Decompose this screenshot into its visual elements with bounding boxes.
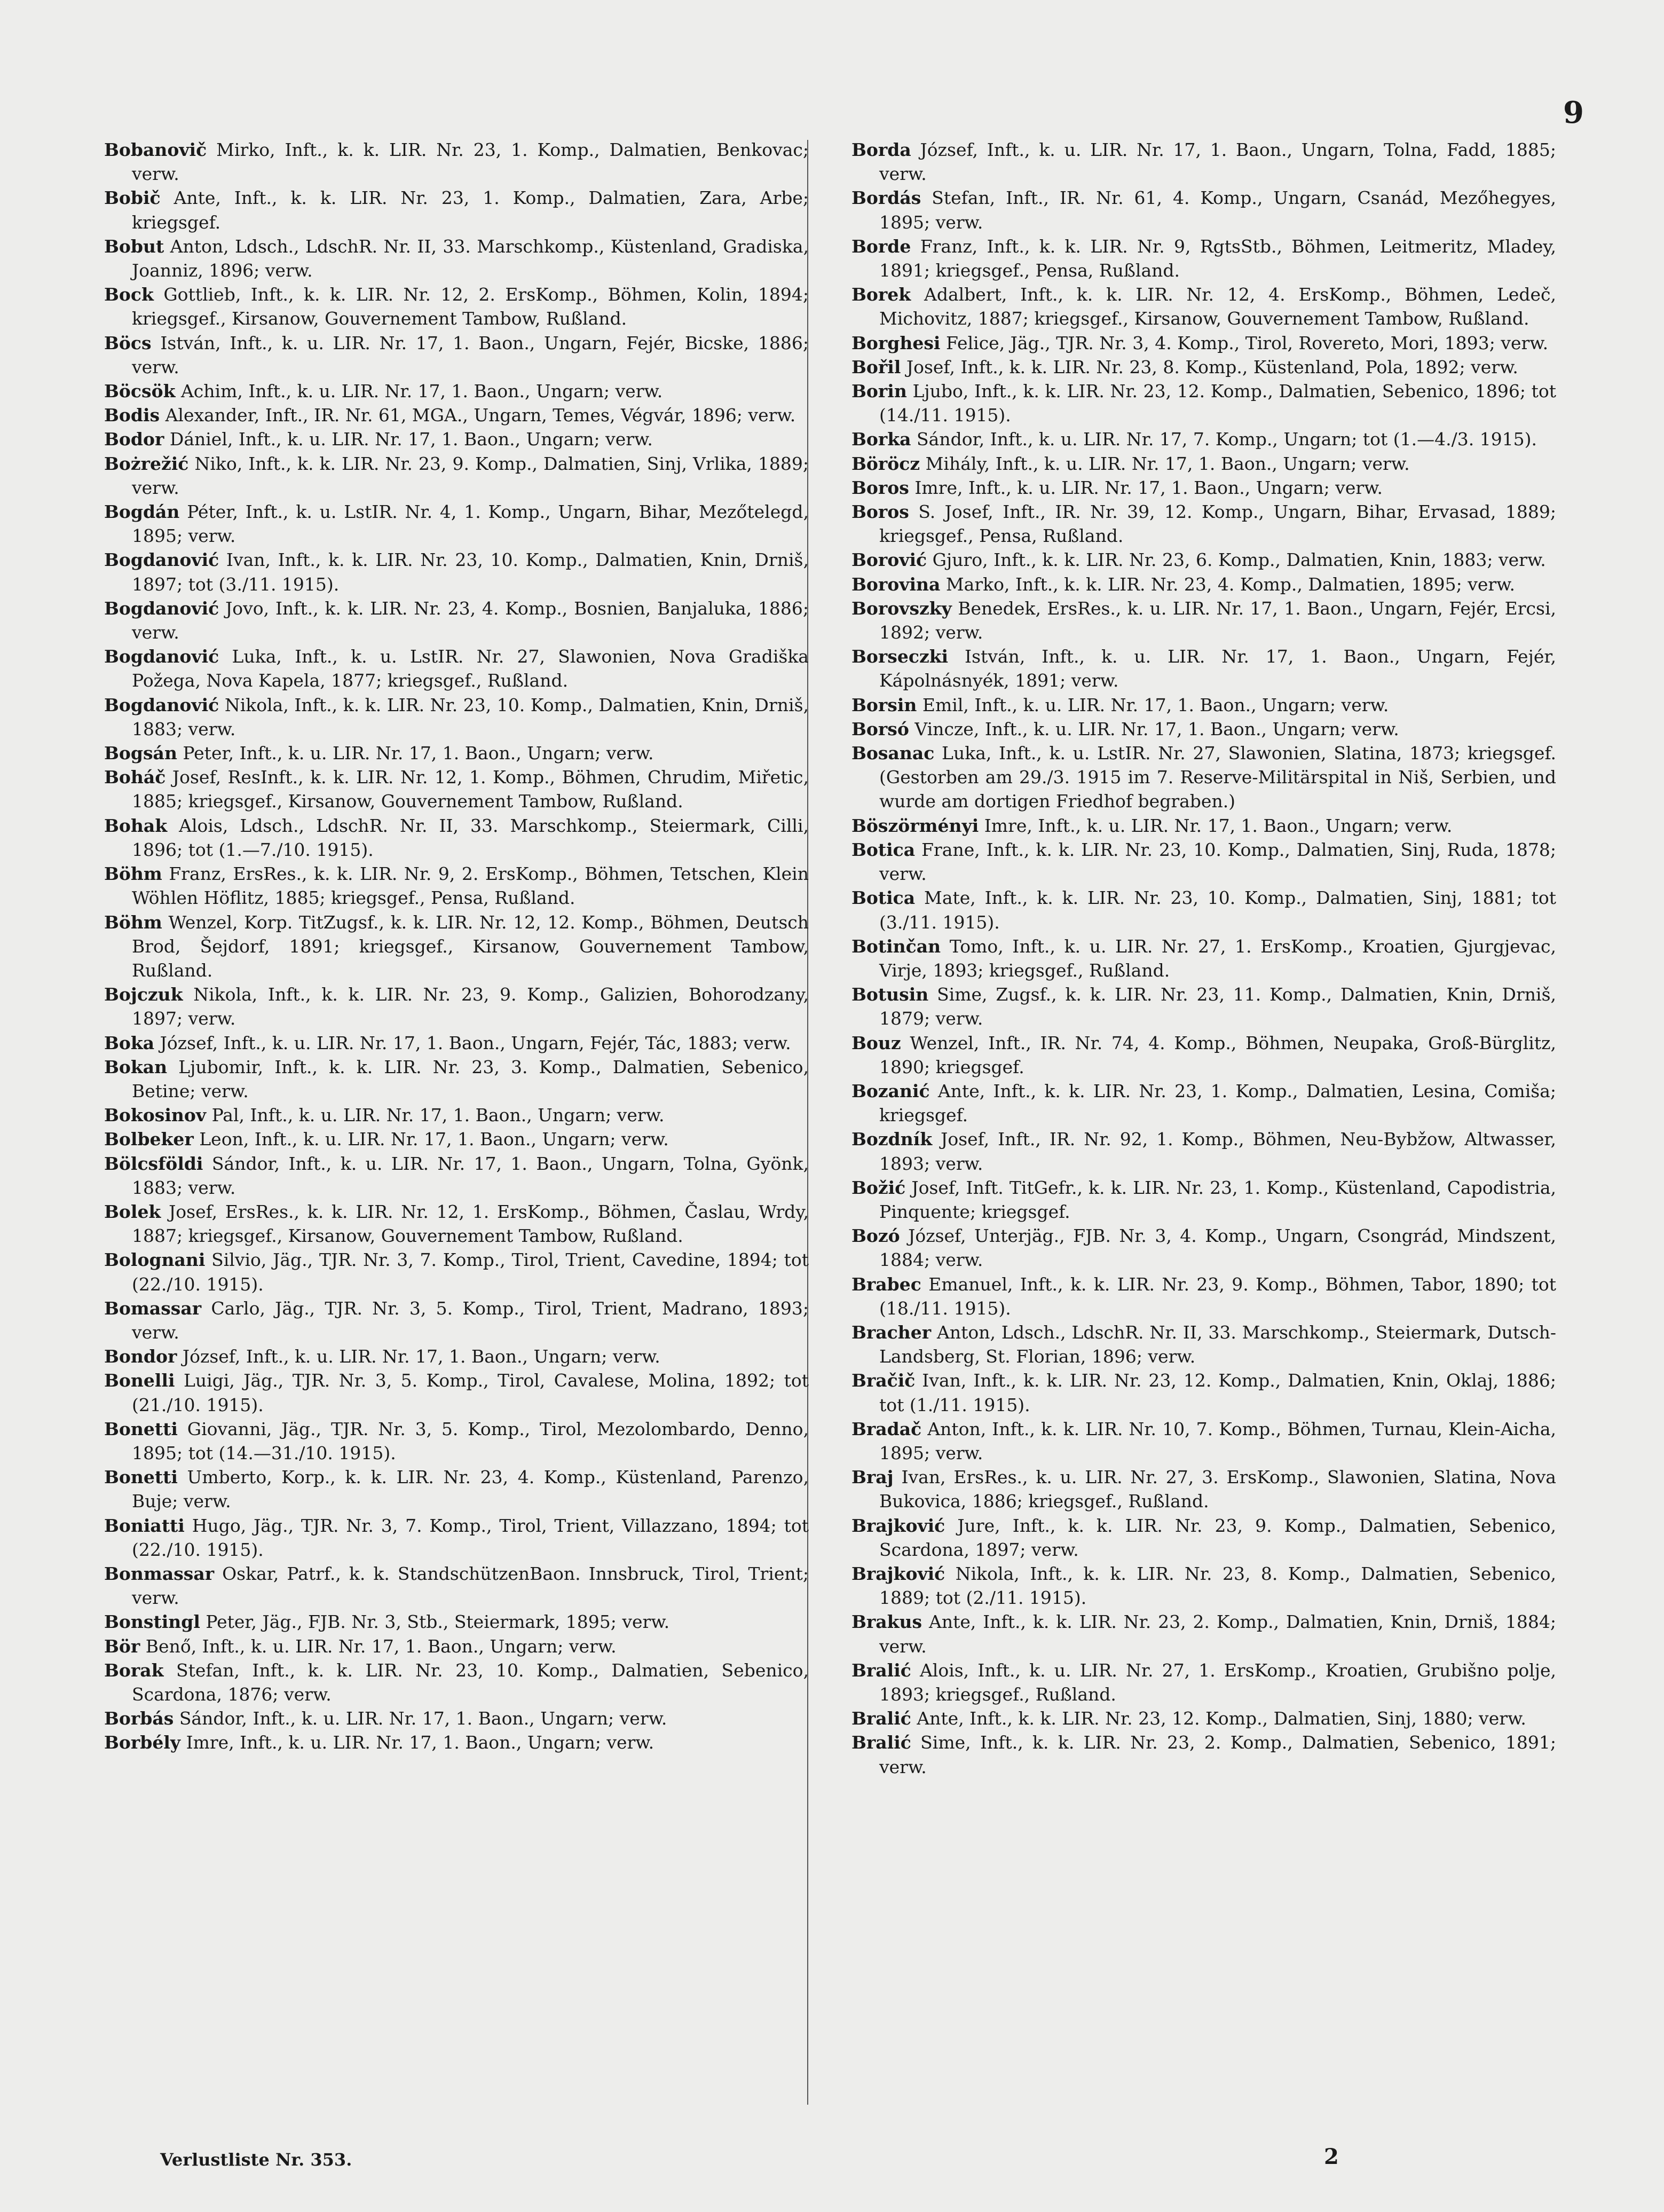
casualty-entry bbox=[104, 596, 809, 644]
entry-surname: Borda bbox=[851, 139, 911, 160]
casualty-entry bbox=[851, 452, 1556, 476]
casualty-entry bbox=[851, 1417, 1556, 1465]
casualty-entry bbox=[851, 331, 1556, 355]
casualty-entry bbox=[851, 1224, 1556, 1272]
entry-details: Stefan, Inft., k. k. LIR. Nr. 23, 10. Komp., Dalmatien, Sebenico, Scardona, 1876; verw. bbox=[132, 1659, 809, 1705]
casualty-entry bbox=[851, 1658, 1556, 1706]
casualty-entry bbox=[851, 644, 1556, 692]
entry-surname: Brajković bbox=[851, 1563, 945, 1584]
entry-details: Luka, Inft., k. u. LstIR. Nr. 27, Slawonien, Nova Gradiška Požega, Nova Kapela, 1877; kriegsgef., Rußland. bbox=[132, 646, 809, 691]
entry-details: Ljubo, Inft., k. k. LIR. Nr. 23, 12. Komp., Dalmatien, Sebenico, 1896; tot (14./11. 1915). bbox=[879, 381, 1556, 426]
casualty-entry bbox=[104, 1055, 809, 1103]
entry-details: Ivan, Inft., k. k. LIR. Nr. 23, 10. Komp., Dalmatien, Knin, Drniš, 1897; tot (3./11. 1915). bbox=[132, 549, 809, 595]
entry-surname: Böhm bbox=[104, 863, 162, 885]
entry-details: Emanuel, Inft., k. k. LIR. Nr. 23, 9. Komp., Böhmen, Tabor, 1890; tot (18./11. 1915). bbox=[879, 1273, 1556, 1319]
entry-surname: Borsin bbox=[851, 694, 917, 715]
entry-details: Alois, Inft., k. u. LIR. Nr. 27, 1. ErsKomp., Kroatien, Grubišno polje, 1893; kriegsgef., Rußland. bbox=[879, 1659, 1556, 1705]
casualty-entry bbox=[104, 1514, 809, 1562]
entry-details: Mate, Inft., k. k. LIR. Nr. 23, 10. Komp., Dalmatien, Sinj, 1881; tot (3./11. 1915). bbox=[879, 887, 1556, 933]
entry-surname: Bořil bbox=[851, 356, 901, 377]
entry-surname: Böcs bbox=[104, 332, 152, 353]
entry-surname: Bolognani bbox=[104, 1249, 206, 1271]
entry-surname: Borović bbox=[851, 549, 927, 571]
entry-details: Anton, Ldsch., LdschR. Nr. II, 33. Marschkomp., Küstenland, Gradiska, Joanniz, 1896; verw. bbox=[132, 235, 809, 281]
entry-details: Gjuro, Inft., k. k. LIR. Nr. 23, 6. Komp., Dalmatien, Knin, 1883; verw. bbox=[927, 549, 1546, 571]
entry-details: Nikola, Inft., k. k. LIR. Nr. 23, 10. Komp., Dalmatien, Knin, Drniš, 1883; verw. bbox=[132, 694, 809, 739]
casualty-entry bbox=[104, 644, 809, 692]
casualty-entry bbox=[851, 1368, 1556, 1416]
entry-surname: Bralić bbox=[851, 1708, 911, 1729]
entry-surname: Bokosinov bbox=[104, 1105, 207, 1126]
entry-surname: Bralić bbox=[851, 1732, 911, 1753]
entry-details: Dániel, Inft., k. u. LIR. Nr. 17, 1. Baon., Ungarn; verw. bbox=[164, 429, 653, 450]
casualty-entry bbox=[851, 741, 1556, 814]
entry-details: Vincze, Inft., k. u. LIR. Nr. 17, 1. Baon., Ungarn; verw. bbox=[909, 718, 1399, 739]
entry-details: Marko, Inft., k. k. LIR. Nr. 23, 4. Komp., Dalmatien, 1895; verw. bbox=[940, 573, 1515, 595]
entry-surname: Bock bbox=[104, 284, 154, 305]
entry-surname: Bolek bbox=[104, 1201, 161, 1222]
casualty-entry bbox=[851, 934, 1556, 982]
casualty-entry bbox=[851, 1706, 1556, 1730]
casualty-entry bbox=[104, 186, 809, 234]
casualty-entry bbox=[104, 1730, 809, 1754]
entry-surname: Bölcsföldi bbox=[104, 1153, 203, 1174]
casualty-entry bbox=[104, 1417, 809, 1465]
entry-surname: Böcsök bbox=[104, 381, 176, 402]
casualty-entry bbox=[851, 1514, 1556, 1562]
entry-details: Nikola, Inft., k. k. LIR. Nr. 23, 8. Komp., Dalmatien, Sebenico, 1889; tot (2./11. 1915). bbox=[879, 1563, 1556, 1609]
entry-surname: Borsó bbox=[851, 718, 909, 739]
entry-details: Franz, ErsRes., k. k. LIR. Nr. 9, 2. ErsKomp., Böhmen, Tetschen, Klein Wöhlen Höflitz, 1885; kriegsgef., Pensa, Rußland. bbox=[132, 863, 809, 909]
entry-details: Alexander, Inft., IR. Nr. 61, MGA., Ungarn, Temes, Végvár, 1896; verw. bbox=[160, 405, 796, 426]
entry-details: Emil, Inft., k. u. LIR. Nr. 17, 1. Baon., Ungarn; verw. bbox=[917, 694, 1389, 715]
entry-surname: Bradač bbox=[851, 1418, 922, 1439]
entry-surname: Brajković bbox=[851, 1515, 945, 1536]
casualty-entry bbox=[851, 693, 1556, 717]
footer-sheet-number: 2 bbox=[1324, 2144, 1339, 2169]
entry-details: Leon, Inft., k. u. LIR. Nr. 17, 1. Baon., Ungarn; verw. bbox=[193, 1129, 669, 1150]
casualty-entry bbox=[851, 1465, 1556, 1513]
casualty-entry bbox=[104, 138, 809, 186]
casualty-entry bbox=[104, 1634, 809, 1658]
entry-surname: Bouz bbox=[851, 1032, 901, 1053]
entry-surname: Bodor bbox=[104, 429, 164, 450]
entry-surname: Bojczuk bbox=[104, 984, 183, 1005]
casualty-entry bbox=[851, 138, 1556, 186]
entry-surname: Bračič bbox=[851, 1370, 916, 1391]
entry-details: Mihály, Inft., k. u. LIR. Nr. 17, 1. Baon., Ungarn; verw. bbox=[920, 453, 1410, 474]
casualty-entry bbox=[104, 1465, 809, 1513]
entry-surname: Bonstingl bbox=[104, 1611, 200, 1633]
entry-surname: Böröcz bbox=[851, 453, 920, 474]
entry-surname: Botica bbox=[851, 839, 916, 860]
entry-details: Carlo, Jäg., TJR. Nr. 3, 5. Komp., Tirol, Trient, Madrano, 1893; verw. bbox=[132, 1297, 809, 1343]
entry-details: Stefan, Inft., IR. Nr. 61, 4. Komp., Ungarn, Csanád, Mezőhegyes, 1895; verw. bbox=[879, 187, 1556, 233]
entry-surname: Botinčan bbox=[851, 935, 941, 957]
casualty-entry bbox=[851, 476, 1556, 500]
entry-surname: Bohak bbox=[104, 815, 168, 836]
casualty-entry bbox=[104, 234, 809, 282]
casualty-entry bbox=[104, 982, 809, 1030]
entry-surname: Borek bbox=[851, 284, 911, 305]
footer-list-label: Verlustliste Nr. 353. bbox=[160, 2150, 352, 2170]
entry-details: Benő, Inft., k. u. LIR. Nr. 17, 1. Baon., Ungarn; verw. bbox=[140, 1635, 617, 1657]
entry-surname: Brakus bbox=[851, 1611, 922, 1633]
entry-surname: Braj bbox=[851, 1467, 894, 1488]
entry-details: Benedek, ErsRes., k. u. LIR. Nr. 17, 1. Baon., Ungarn, Fejér, Ercsi, 1892; verw. bbox=[879, 597, 1556, 643]
entry-surname: Borovina bbox=[851, 573, 941, 595]
casualty-entry bbox=[851, 838, 1556, 886]
casualty-entry bbox=[104, 1127, 809, 1151]
entry-surname: Bomassar bbox=[104, 1297, 202, 1319]
entry-details: Ante, Inft., k. k. LIR. Nr. 23, 2. Komp., Dalmatien, Knin, Drniš, 1884; verw. bbox=[879, 1611, 1556, 1657]
entry-surname: Bonelli bbox=[104, 1370, 175, 1391]
casualty-entry bbox=[104, 741, 809, 765]
casualty-entry bbox=[851, 1176, 1556, 1224]
entry-details: Sándor, Inft., k. u. LIR. Nr. 17, 1. Baon., Ungarn, Tolna, Gyönk, 1883; verw. bbox=[132, 1153, 809, 1198]
entry-surname: Bogdán bbox=[104, 501, 180, 523]
entry-surname: Bralić bbox=[851, 1659, 911, 1681]
casualty-entry bbox=[104, 862, 809, 910]
entry-surname: Bogdanović bbox=[104, 549, 219, 571]
entry-surname: Bolbeker bbox=[104, 1129, 194, 1150]
entry-surname: Bozanić bbox=[851, 1080, 930, 1101]
entry-surname: Boros bbox=[851, 501, 909, 523]
entry-details: József, Inft., k. u. LIR. Nr. 17, 1. Baon., Ungarn, Tolna, Fadd, 1885; verw. bbox=[879, 139, 1556, 185]
entry-surname: Boka bbox=[104, 1032, 155, 1053]
entry-details: Sime, Zugsf., k. k. LIR. Nr. 23, 11. Komp., Dalmatien, Knin, Drniš, 1879; verw. bbox=[879, 984, 1556, 1029]
casualty-entry bbox=[851, 500, 1556, 548]
casualty-entry bbox=[851, 379, 1556, 427]
casualty-entry bbox=[104, 282, 809, 330]
entry-details: Jure, Inft., k. k. LIR. Nr. 23, 9. Komp., Dalmatien, Sebenico, Scardona, 1897; verw. bbox=[879, 1515, 1556, 1560]
entry-details: Alois, Ldsch., LdschR. Nr. II, 33. Marschkomp., Steiermark, Cilli, 1896; tot (1.—7./10. 1915). bbox=[132, 815, 809, 860]
entry-surname: Bonetti bbox=[104, 1418, 178, 1439]
entry-surname: Bogdanović bbox=[104, 646, 219, 667]
entry-surname: Bordás bbox=[851, 187, 921, 209]
entry-details: Hugo, Jäg., TJR. Nr. 3, 7. Komp., Tirol, Trient, Villazzano, 1894; tot (22./10. 1915). bbox=[132, 1515, 809, 1560]
casualty-entry bbox=[104, 1200, 809, 1248]
casualty-entry bbox=[851, 186, 1556, 234]
casualty-entry bbox=[104, 1296, 809, 1344]
casualty-entry bbox=[104, 693, 809, 741]
entry-surname: Borin bbox=[851, 381, 907, 402]
entry-details: Mirko, Inft., k. k. LIR. Nr. 23, 1. Komp., Dalmatien, Benkovac; verw. bbox=[132, 139, 809, 185]
entry-details: Luka, Inft., k. u. LstIR. Nr. 27, Slawonien, Slatina, 1873; kriegsgef. (Gestorben am 29./3. 1915 im 7. Reserve-Militärspital in Niš, Serbien, und wurde am dortigen Friedhof begraben.) bbox=[879, 743, 1556, 812]
entry-details: Niko, Inft., k. k. LIR. Nr. 23, 9. Komp., Dalmatien, Sinj, Vrlika, 1889; verw. bbox=[132, 453, 809, 498]
casualty-entry bbox=[104, 452, 809, 500]
casualty-entry bbox=[851, 234, 1556, 282]
left-column bbox=[104, 138, 809, 2108]
entry-surname: Borka bbox=[851, 429, 911, 450]
entry-details: Luigi, Jäg., TJR. Nr. 3, 5. Komp., Tirol, Cavalese, Molina, 1892; tot (21./10. 1915). bbox=[132, 1370, 809, 1415]
entry-surname: Bosanac bbox=[851, 743, 935, 764]
entry-surname: Bör bbox=[104, 1635, 140, 1657]
casualty-entry bbox=[104, 1658, 809, 1706]
entry-surname: Bobut bbox=[104, 235, 164, 257]
entry-details: Pal, Inft., k. u. LIR. Nr. 17, 1. Baon., Ungarn; verw. bbox=[206, 1105, 665, 1126]
entry-surname: Bracher bbox=[851, 1321, 932, 1343]
casualty-entry bbox=[104, 427, 809, 451]
entry-surname: Bogdanović bbox=[104, 597, 219, 619]
entry-details: József, Inft., k. u. LIR. Nr. 17, 1. Baon., Ungarn; verw. bbox=[177, 1346, 660, 1367]
casualty-entry bbox=[104, 403, 809, 427]
entry-details: Tomo, Inft., k. u. LIR. Nr. 27, 1. ErsKomp., Kroatien, Gjurgjevac, Virje, 1893; kriegsgef., Rußland. bbox=[879, 935, 1556, 981]
entry-details: Imre, Inft., k. u. LIR. Nr. 17, 1. Baon., Ungarn; verw. bbox=[909, 477, 1383, 498]
casualty-entry bbox=[851, 548, 1556, 572]
entry-surname: Bodis bbox=[104, 405, 160, 426]
casualty-entry bbox=[851, 1562, 1556, 1610]
entry-details: Frane, Inft., k. k. LIR. Nr. 23, 10. Komp., Dalmatien, Sinj, Ruda, 1878; verw. bbox=[879, 839, 1556, 885]
casualty-entry bbox=[851, 1730, 1556, 1778]
entry-details: Josef, Inft., IR. Nr. 92, 1. Komp., Böhmen, Neu-Bybžow, Altwasser, 1893; verw. bbox=[879, 1129, 1556, 1174]
entry-details: Peter, Inft., k. u. LIR. Nr. 17, 1. Baon., Ungarn; verw. bbox=[177, 743, 654, 764]
casualty-entry bbox=[104, 548, 809, 596]
entry-details: Peter, Jäg., FJB. Nr. 3, Stb., Steiermark, 1895; verw. bbox=[200, 1611, 670, 1633]
entry-details: Imre, Inft., k. u. LIR. Nr. 17, 1. Baon., Ungarn; verw. bbox=[979, 815, 1453, 836]
entry-details: Josef, Inft., k. k. LIR. Nr. 23, 8. Komp., Küstenland, Pola, 1892; verw. bbox=[901, 356, 1518, 377]
casualty-entry bbox=[104, 500, 809, 548]
entry-details: István, Inft., k. u. LIR. Nr. 17, 1. Baon., Ungarn, Fejér, Kápolnásnyék, 1891; verw. bbox=[879, 646, 1556, 691]
entry-surname: Bondor bbox=[104, 1346, 177, 1367]
casualty-entry bbox=[851, 282, 1556, 330]
entry-surname: Borghesi bbox=[851, 332, 941, 353]
casualty-entry bbox=[851, 982, 1556, 1030]
entry-details: Achim, Inft., k. u. LIR. Nr. 17, 1. Baon., Ungarn; verw. bbox=[175, 381, 663, 402]
page-number: 9 bbox=[1563, 95, 1584, 130]
casualty-entry bbox=[104, 814, 809, 862]
entry-surname: Botica bbox=[851, 887, 916, 909]
casualty-entry bbox=[104, 1031, 809, 1055]
entry-surname: Bokan bbox=[104, 1056, 168, 1077]
right-column bbox=[851, 138, 1556, 2108]
casualty-entry bbox=[851, 1127, 1556, 1175]
casualty-entry bbox=[104, 1344, 809, 1368]
entry-details: Silvio, Jäg., TJR. Nr. 3, 7. Komp., Tirol, Trient, Cavedine, 1894; tot (22./10. 1915). bbox=[132, 1249, 809, 1295]
entry-surname: Borak bbox=[104, 1659, 164, 1681]
casualty-entry bbox=[104, 910, 809, 983]
casualty-entry bbox=[851, 427, 1556, 451]
casualty-entry bbox=[104, 379, 809, 403]
entry-surname: Božić bbox=[851, 1177, 906, 1198]
entry-surname: Böszörményi bbox=[851, 815, 979, 836]
entry-surname: Borovszky bbox=[851, 597, 952, 619]
entry-details: Oskar, Patrf., k. k. StandschützenBaon. Innsbruck, Tirol, Trient; verw. bbox=[132, 1563, 809, 1609]
entry-surname: Boniatti bbox=[104, 1515, 185, 1536]
entry-details: Adalbert, Inft., k. k. LIR. Nr. 12, 4. ErsKomp., Böhmen, Ledeč, Michovitz, 1887; kriegsgef., Kirsanow, Gouvernement Tambow, Rußland. bbox=[879, 284, 1556, 329]
casualty-entry bbox=[851, 1079, 1556, 1127]
entry-details: Nikola, Inft., k. k. LIR. Nr. 23, 9. Komp., Galizien, Bohorodzany, 1897; verw. bbox=[132, 984, 809, 1029]
entry-details: S. Josef, Inft., IR. Nr. 39, 12. Komp., Ungarn, Bihar, Ervasad, 1889; kriegsgef., Pensa, Rußland. bbox=[879, 501, 1556, 547]
casualty-entry bbox=[851, 1272, 1556, 1320]
entry-details: Felice, Jäg., TJR. Nr. 3, 4. Komp., Tirol, Rovereto, Mori, 1893; verw. bbox=[940, 332, 1549, 353]
entry-details: Josef, Inft. TitGefr., k. k. LIR. Nr. 23, 1. Komp., Küstenland, Capodistria, Pinquente; kriegsgef. bbox=[879, 1177, 1556, 1222]
entry-details: Sándor, Inft., k. u. LIR. Nr. 17, 7. Komp., Ungarn; tot (1.—4./3. 1915). bbox=[911, 429, 1537, 450]
entry-surname: Bonmassar bbox=[104, 1563, 215, 1584]
entry-details: Sime, Inft., k. k. LIR. Nr. 23, 2. Komp., Dalmatien, Sebenico, 1891; verw. bbox=[879, 1732, 1556, 1777]
entry-details: Anton, Inft., k. k. LIR. Nr. 10, 7. Komp., Böhmen, Turnau, Klein-Aicha, 1895; verw. bbox=[879, 1418, 1556, 1463]
entry-details: Josef, ResInft., k. k. LIR. Nr. 12, 1. Komp., Böhmen, Chrudim, Miřetic, 1885; kriegsgef., Kirsanow, Gouvernement Tambow, Rußland. bbox=[132, 767, 809, 812]
entry-surname: Bobič bbox=[104, 187, 161, 209]
entry-surname: Bogsán bbox=[104, 743, 177, 764]
entry-surname: Borde bbox=[851, 235, 911, 257]
casualty-entry bbox=[851, 596, 1556, 644]
entry-surname: Bożrežić bbox=[104, 453, 189, 474]
casualty-entry bbox=[851, 355, 1556, 379]
entry-surname: Bozó bbox=[851, 1225, 900, 1247]
entry-details: Imre, Inft., k. u. LIR. Nr. 17, 1. Baon., Ungarn; verw. bbox=[180, 1732, 654, 1753]
entry-surname: Boros bbox=[851, 477, 909, 498]
casualty-entry bbox=[104, 1248, 809, 1296]
entry-surname: Borseczki bbox=[851, 646, 949, 667]
entry-details: Ante, Inft., k. k. LIR. Nr. 23, 1. Komp., Dalmatien, Zara, Arbe; kriegsgef. bbox=[132, 187, 809, 233]
entry-surname: Bobanovič bbox=[104, 139, 207, 160]
casualty-entry bbox=[104, 1562, 809, 1610]
entry-surname: Borbély bbox=[104, 1732, 181, 1753]
entry-surname: Boháč bbox=[104, 767, 166, 788]
entry-details: Ante, Inft., k. k. LIR. Nr. 23, 12. Komp., Dalmatien, Sinj, 1880; verw. bbox=[911, 1708, 1526, 1729]
casualty-entry bbox=[104, 1368, 809, 1416]
entry-details: Giovanni, Jäg., TJR. Nr. 3, 5. Komp., Tirol, Mezolombardo, Denno, 1895; tot (14.—31./10. 1915). bbox=[132, 1418, 809, 1463]
entry-details: Péter, Inft., k. u. LstIR. Nr. 4, 1. Komp., Ungarn, Bihar, Mezőtelegd, 1895; verw. bbox=[132, 501, 809, 547]
casualty-entry bbox=[851, 1031, 1556, 1079]
casualty-entry bbox=[104, 331, 809, 379]
columns bbox=[104, 138, 1556, 2108]
entry-surname: Böhm bbox=[104, 911, 162, 933]
entry-details: József, Unterjäg., FJB. Nr. 3, 4. Komp., Ungarn, Csongrád, Mindszent, 1884; verw. bbox=[879, 1225, 1556, 1271]
entry-surname: Brabec bbox=[851, 1273, 921, 1295]
entry-details: Wenzel, Korp. TitZugsf., k. k. LIR. Nr. 12, 12. Komp., Böhmen, Deutsch Brod, Šejdorf, 1891; kriegsgef., Kirsanow, Gouvernement Tambow, Rußland. bbox=[132, 911, 809, 981]
entry-details: Josef, ErsRes., k. k. LIR. Nr. 12, 1. ErsKomp., Böhmen, Časlau, Wrdy, 1887; kriegsgef., Kirsanow, Gouvernement Tambow, Rußland. bbox=[132, 1201, 809, 1247]
entry-details: Franz, Inft., k. k. LIR. Nr. 9, RgtsStb., Böhmen, Leitmeritz, Mladey, 1891; kriegsgef., Pensa, Rußland. bbox=[879, 235, 1556, 281]
entry-details: Anton, Ldsch., LdschR. Nr. II, 33. Marschkomp., Steiermark, Dutsch-Landsberg, St. Florian, 1896; verw. bbox=[879, 1321, 1556, 1367]
entry-surname: Botusin bbox=[851, 984, 929, 1005]
entry-details: Ivan, ErsRes., k. u. LIR. Nr. 27, 3. ErsKomp., Slawonien, Slatina, Nova Bukovica, 1886; kriegsgef., Rußland. bbox=[879, 1467, 1556, 1512]
casualty-entry bbox=[851, 572, 1556, 596]
entry-details: Wenzel, Inft., IR. Nr. 74, 4. Komp., Böhmen, Neupaka, Groß-Bürglitz, 1890; kriegsgef. bbox=[879, 1032, 1556, 1077]
entry-details: Umberto, Korp., k. k. LIR. Nr. 23, 4. Komp., Küstenland, Parenzo, Buje; verw. bbox=[132, 1467, 809, 1512]
casualty-entry bbox=[104, 765, 809, 813]
entry-surname: Bozdník bbox=[851, 1129, 933, 1150]
casualty-entry bbox=[104, 1706, 809, 1730]
casualty-entry bbox=[851, 1320, 1556, 1368]
entry-surname: Bonetti bbox=[104, 1467, 178, 1488]
entry-details: Gottlieb, Inft., k. k. LIR. Nr. 12, 2. ErsKomp., Böhmen, Kolin, 1894; kriegsgef., Kirsanow, Gouvernement Tambow, Rußland. bbox=[132, 284, 809, 329]
entry-surname: Bogdanović bbox=[104, 694, 219, 715]
entry-surname: Borbás bbox=[104, 1708, 174, 1729]
casualty-entry bbox=[851, 814, 1556, 838]
casualty-entry bbox=[851, 717, 1556, 741]
casualty-entry bbox=[104, 1152, 809, 1200]
casualty-entry bbox=[104, 1103, 809, 1127]
entry-details: Ljubomir, Inft., k. k. LIR. Nr. 23, 3. Komp., Dalmatien, Sebenico, Betine; verw. bbox=[132, 1056, 809, 1101]
casualty-entry bbox=[851, 886, 1556, 934]
entry-details: István, Inft., k. u. LIR. Nr. 17, 1. Baon., Ungarn, Fejér, Bicske, 1886; verw. bbox=[132, 332, 809, 377]
entry-details: Jovo, Inft., k. k. LIR. Nr. 23, 4. Komp., Bosnien, Banjaluka, 1886; verw. bbox=[132, 597, 809, 643]
entry-details: Ivan, Inft., k. k. LIR. Nr. 23, 12. Komp., Dalmatien, Knin, Oklaj, 1886; tot (1./11. 1915). bbox=[879, 1370, 1556, 1415]
casualty-entry bbox=[851, 1610, 1556, 1658]
entry-details: József, Inft., k. u. LIR. Nr. 17, 1. Baon., Ungarn, Fejér, Tác, 1883; verw. bbox=[154, 1032, 791, 1053]
casualty-entry bbox=[104, 1610, 809, 1634]
entry-details: Ante, Inft., k. k. LIR. Nr. 23, 1. Komp., Dalmatien, Lesina, Comiša; kriegsgef. bbox=[879, 1080, 1556, 1126]
entry-details: Sándor, Inft., k. u. LIR. Nr. 17, 1. Baon., Ungarn; verw. bbox=[174, 1708, 667, 1729]
